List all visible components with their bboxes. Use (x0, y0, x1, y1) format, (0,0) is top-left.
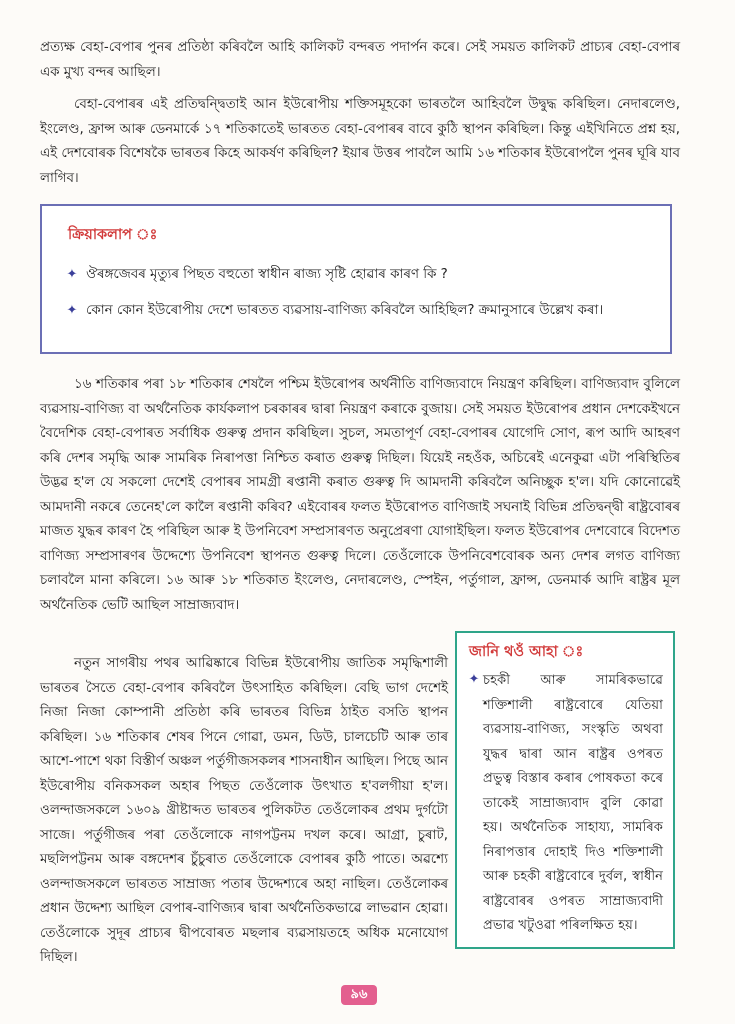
star-bullet-icon: ✦ (468, 672, 480, 687)
info-box-body (465, 669, 663, 939)
info-box-title: জানি থওঁ আহা ঃ (469, 644, 584, 660)
activity-item-text: ঔৰঙ্গজেবৰ মৃত্যুৰ পিছত বহুতো স্বাধীন ৰাজ্য সৃষ্টি হোৱাৰ কাৰণ কি ? (86, 267, 448, 282)
activity-title: ক্ৰিয়াকলাপ ঃ (68, 227, 158, 243)
activity-item (58, 300, 654, 322)
page-number-badge: ৯৬ (341, 985, 377, 1005)
did-you-know-box (455, 631, 675, 949)
star-bullet-icon: ✦ (66, 267, 78, 282)
activity-item-text: কোন কোন ইউৰোপীয় দেশে ভাৰতত ব্যৱসায়-বাণিজ্য কৰিবলৈ আহিছিল? ক্ৰমানুসাৰে উল্লেখ কৰা। (86, 303, 604, 318)
activity-item (58, 264, 654, 286)
star-bullet-icon: ✦ (66, 303, 78, 318)
info-box-text: চহকী আৰু সামৰিকভাৱে শক্তিশালী ৰাষ্ট্ৰবোৰে যেতিয়া ব্যৱসায়-বাণিজ্য, সংস্কৃতি অথবা যুদ্ধৰ দ্বাৰা আন ৰাষ্ট্ৰৰ ওপৰত প্ৰভুত্ব বিস্তাৰ কৰাৰ পোষকতা কৰে তাকেই সাম্ৰাজ্যবাদ বুলি কোৱা হয়। অৰ্থনৈতিক সাহায্য, সামৰিক নিৰাপত্তাৰ দোহাই দিও শক্তিশালী আৰু চহকী ৰাষ্ট্ৰবোৰে দুৰ্বল, স্বাধীন ৰাষ্ট্ৰবোৰৰ ওপৰত সাম্ৰাজ্যবাদী প্ৰভাৱ খটুওৱা পৰিলক্ষিত হয়। (483, 673, 663, 933)
paragraph-rivalry: বেহা-বেপাৰৰ এই প্ৰতিদ্বন্দ্বিতাই আন ইউৰোপীয় শক্তিসমূহকো ভাৰতলৈ আহিবলৈ উদ্বুদ্ধ কৰিছিল। নেদাৰলেণ্ড, ইংলেণ্ড, ফ্ৰান্স আৰু ডেনমাৰ্কে ১৭ শতিকাতেই ভাৰতত বেহা-বেপাৰৰ বাবে কুঠি স্থাপন কৰিছিল। কিন্তু এইখিনিতে প্ৰশ্ন হয়, এই দেশবোৰক বিশেষকৈ ভাৰতৰ কিহে আকৰ্ষণ কৰিছিল? ইয়াৰ উত্তৰ পাবলৈ আমি ১৬ শতিকাৰ ইউৰোপলৈ পুনৰ ঘূৰি যাব লাগিব। (40, 97, 681, 186)
paragraph-mercantilism: ১৬ শতিকাৰ পৰা ১৮ শতিকাৰ শেষলৈ পশ্চিম ইউৰোপৰ অৰ্থনীতি বাণিজ্যবাদে নিয়ন্ত্ৰণ কৰিছিল। বাণিজ্যবাদ বুলিলে ব্যৱসায়-বাণিজ্য বা অৰ্থনৈতিক কাৰ্যকলাপ চৰকাৰৰ দ্বাৰা নিয়ন্ত্ৰণ কৰাকে বুজায়। সেই সময়ত ইউৰোপৰ প্ৰধান দেশকেইখনে বৈদেশিক বেহা-বেপাৰত সৰ্বাধিক গুৰুত্ব প্ৰদান কৰিছিল। সুচল, সমতাপূৰ্ণ বেহা-বেপাৰৰ যোগেদি সোণ, ৰূপ আদি আহৰণ কৰি দেশৰ সমৃদ্ধি আৰু সামৰিক নিৰাপত্তা নিশ্চিত কৰাত গুৰুত্ব দিছিল। যিয়েই নহওঁক, অচিৰেই এনেকুৱা এটা পৰিস্থিতিৰ উদ্ভৱ হ'ল যে সকলো দেশেই বেপাৰৰ সামগ্ৰী ৰপ্তানী কৰাত গুৰুত্ব দি আমদানী কৰিবলৈ অনিচ্ছুক হ'ল। যদি কোনোৱেই আমদানী নকৰে তেনেহ'লে কালৈ ৰপ্তানী কৰিব? এইবোৰৰ ফলত ইউৰোপত বাণিজাই সঘনাই বিভিন্ন প্ৰতিদ্বন্দ্বী ৰাষ্ট্ৰবোৰৰ মাজত যুদ্ধৰ কাৰণ হৈ পৰিছিল আৰু ই উপনিবেশ সম্প্ৰসাৰণত অনুপ্ৰেৰণা যোগাইছিল। ফলত ইউৰোপৰ দেশবোৰে বিদেশত বাণিজ্য সম্প্ৰসাৰণৰ উদ্দেশ্যে উপনিবেশ স্থাপনত গুৰুত্ব দিলে। তেওঁলোকে উপনিবেশবোৰক অন্য দেশৰ লগত বাণিজ্য চলাবলৈ মানা কৰিলে। ১৬ আৰু ১৮ শতিকাত ইংলেণ্ড, নেদাৰলেণ্ড, স্পেইন, পৰ্তুগাল, ফ্ৰান্স, ডেনমাৰ্ক আদি ৰাষ্ট্ৰৰ মূল অৰ্থনৈতিক ভেটি আছিল সাম্ৰাজ্যবাদ। (40, 377, 680, 613)
paragraph-intro: প্ৰত্যক্ষ বেহা-বেপাৰ পুনৰ প্ৰতিষ্ঠা কৰিবলৈ আহি কালিকট বন্দৰত পদাৰ্পন কৰে। সেই সময়ত কালিকট প্ৰাচ্যৰ বেহা-বেপাৰ এক মুখ্য বন্দৰ আছিল। (40, 40, 680, 80)
paragraph-sea-route: নতুন সাগৰীয় পথৰ আৱিষ্কাৰে বিভিন্ন ইউৰোপীয় জাতিক সমৃদ্ধিশালী ভাৰতৰ সৈতে বেহা-বেপাৰ কৰিবলৈ উৎসাহিত কৰিছিল। বেছি ভাগ দেশেই নিজা নিজা কোম্পানী প্ৰতিষ্ঠা কৰি ভাৰতৰ বিভিন্ন ঠাইত বসতি স্থাপন কৰিছিল। ১৬ শতিকাৰ শেষৰ পিনে গোৱা, ডমন, ডিউ, চালচেটি আৰু তাৰ আশে-পাশে থকা বিস্তীৰ্ণ অঞ্চল পৰ্তুগীজসকলৰ শাসনাধীন আছিল। পিছে আন ইউৰোপীয় বনিকসকল অহাৰ পিছত তেওঁলোক উৎখাত হ'বলগীয়া হ'ল। ওলন্দাজসকলে ১৬০৯ খ্ৰীষ্টাব্দত ভাৰতৰ পুলিকটত তেওঁলোকৰ প্ৰথম দুৰ্গটো সাজে। পৰ্তুগীজৰ পৰা তেওঁলোকে নাগপট্টনম দখল কৰে। আগ্ৰা, চুৰাট, মছলিপট্টনম আৰু বঙ্গদেশৰ চুঁচুৰাত তেওঁলোকে বেপাৰৰ কুঠি পাতে। অৱশ্যে ওলন্দাজসকলে ভাৰতত সাম্ৰাজ্য পতাৰ উদ্দেশ্যৰে অহা নাছিল। তেওঁলোকৰ প্ৰধান উদ্দেশ্য আছিল বেপাৰ-বাণিজ্যৰ দ্বাৰা অৰ্থনৈতিকভাৱে লাভৱান হোৱা। তেওঁলোকে সুদূৰ প্ৰাচ্যৰ দ্বীপবোৰত মছলাৰ ব্যৱসায়তহে অধিক মনোযোগ দিছিল। (40, 656, 448, 965)
activity-box (40, 204, 672, 354)
